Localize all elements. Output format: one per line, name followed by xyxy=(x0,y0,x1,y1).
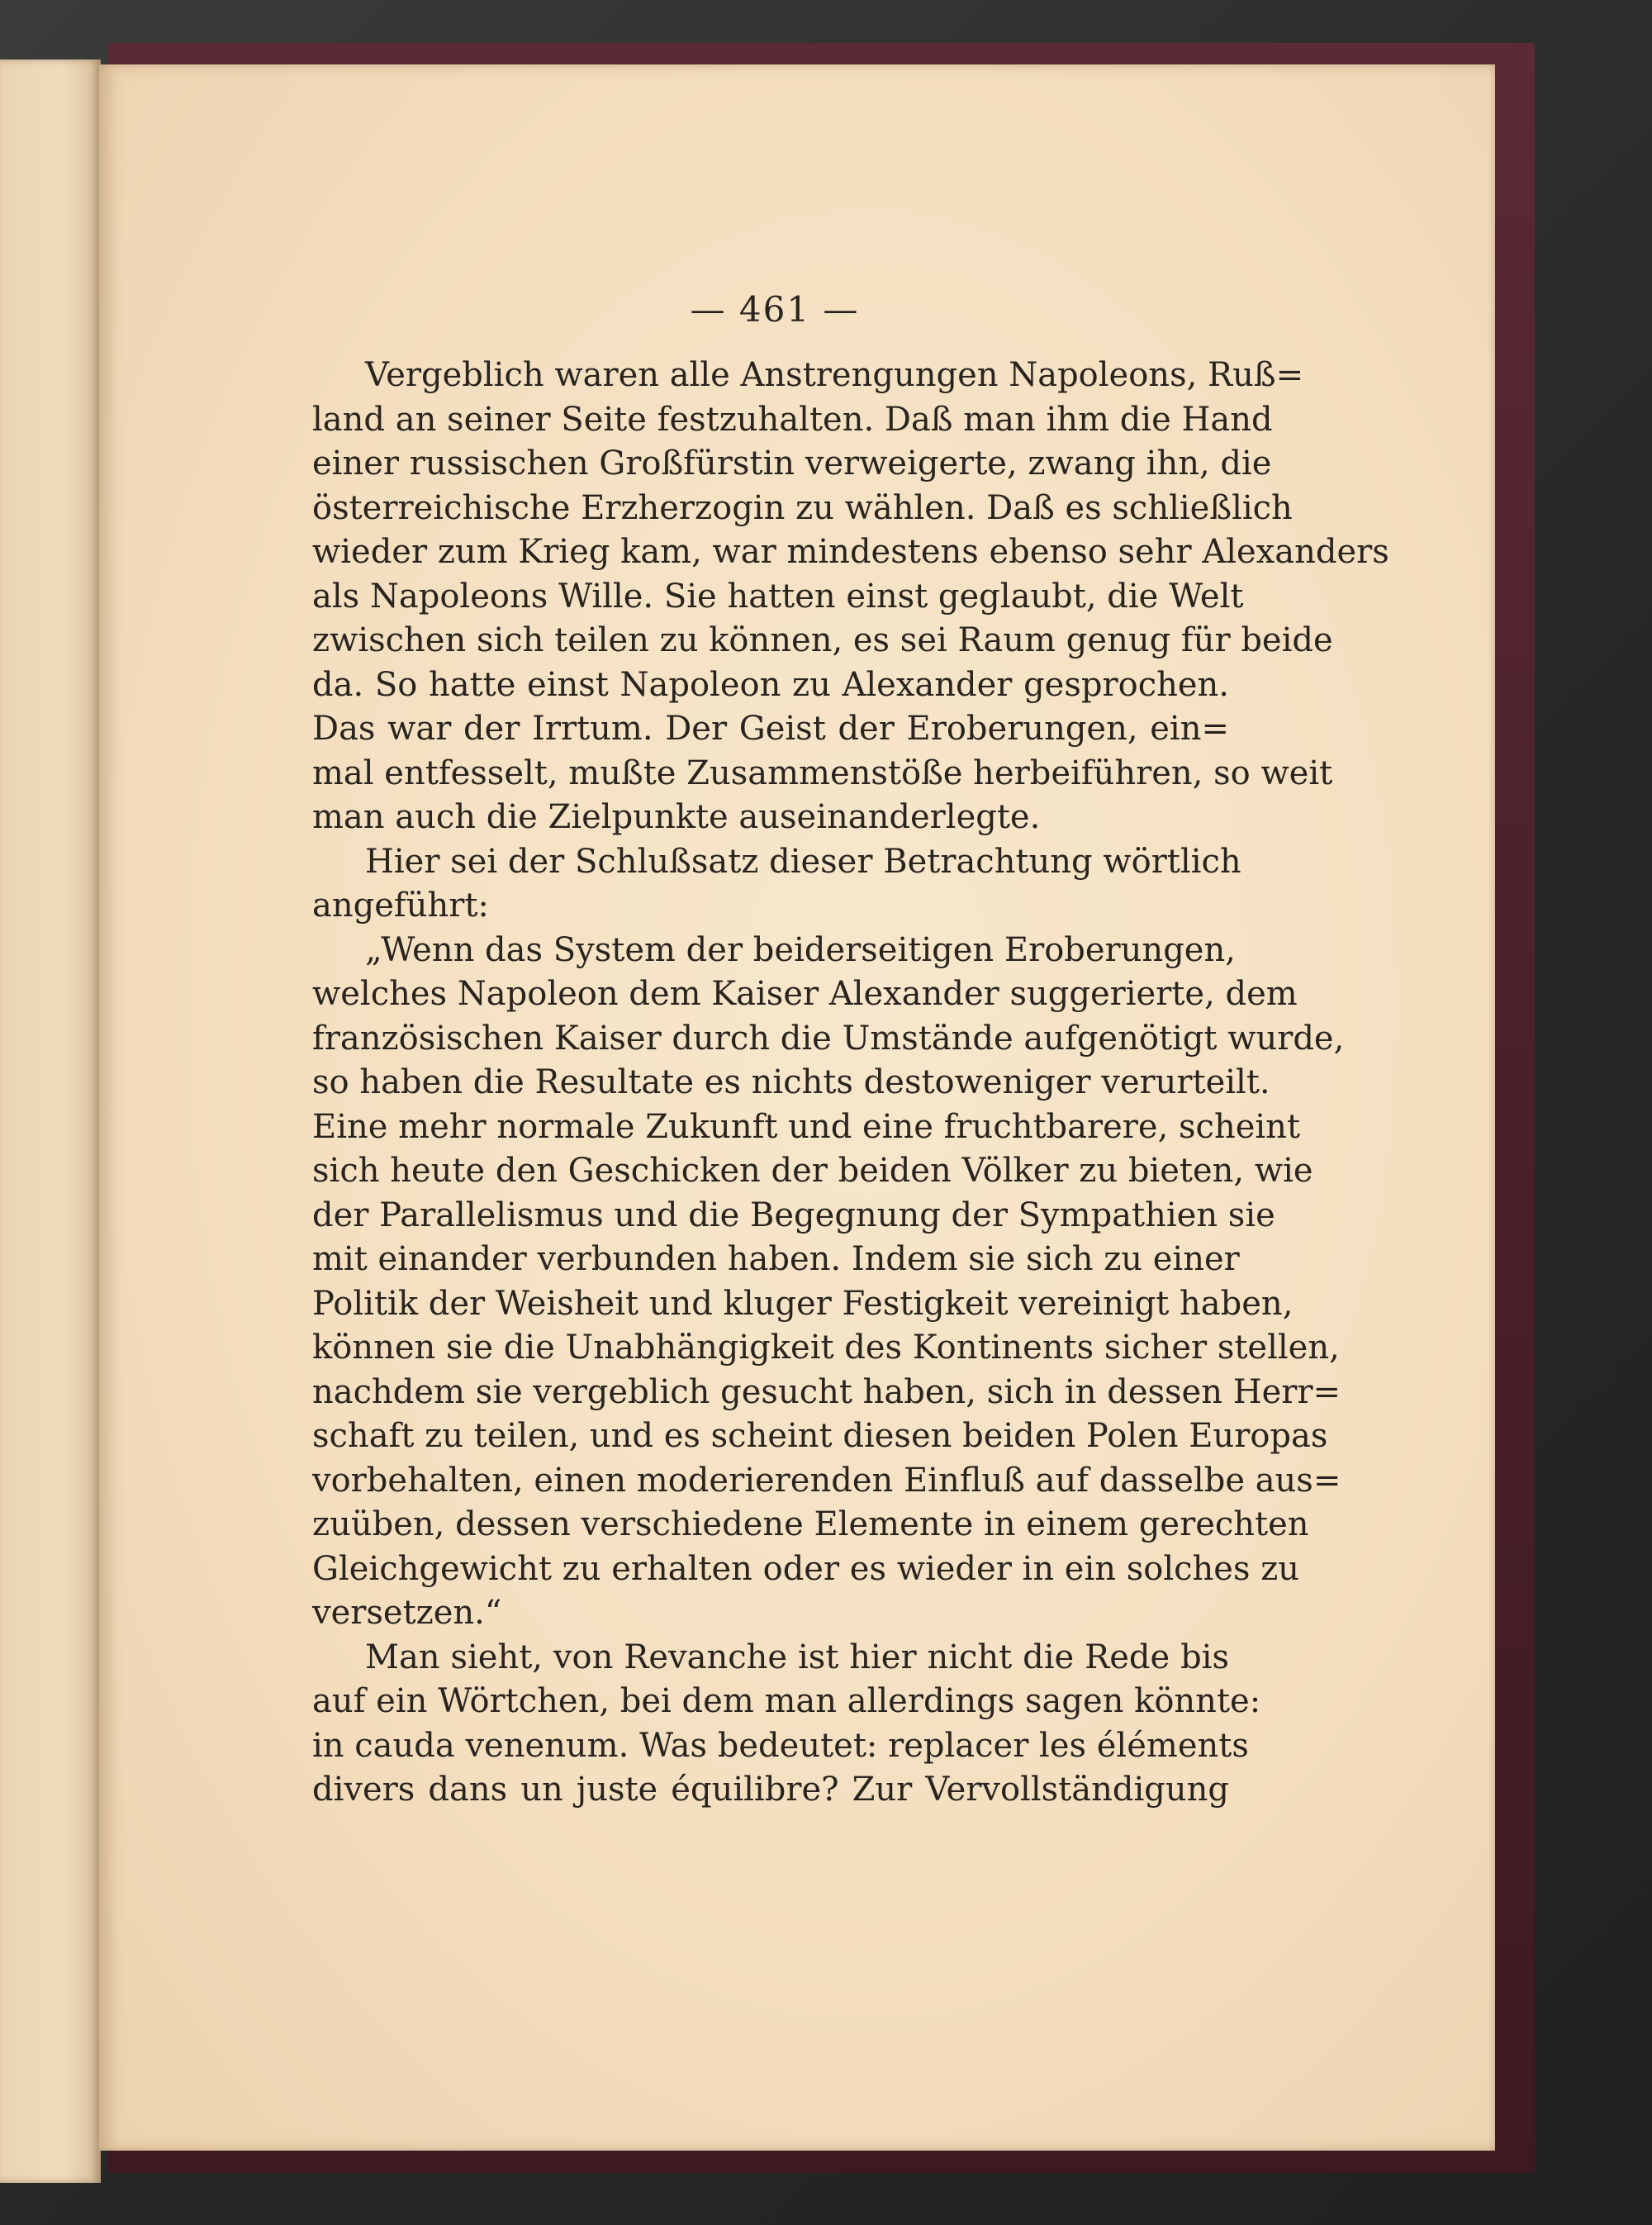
text-line: so haben die Resultate es nichts destoweniger verurteilt. xyxy=(312,1063,1270,1101)
text-line: Politik der Weisheit und kluger Festigkeit vereinigt haben, xyxy=(312,1284,1294,1323)
text-line: land an seiner Seite festzuhalten. Daß man ihm die Hand xyxy=(312,400,1273,439)
text-line: Gleichgewicht zu erhalten oder es wieder in ein solches zu xyxy=(312,1549,1300,1588)
body-text xyxy=(312,354,1389,1813)
text-line: da. So hatte einst Napoleon zu Alexander gesprochen. xyxy=(312,665,1229,704)
text-line: zwischen sich teilen zu können, es sei Raum genug für beide xyxy=(312,621,1333,659)
left-page-edge xyxy=(0,59,101,2183)
text-line: mal entfesselt, mußte Zusammenstöße herbeiführen, so weit xyxy=(312,754,1333,792)
text-line: Das war der Irrtum. Der Geist der Eroberungen, ein= xyxy=(312,710,1229,748)
text-line: sich heute den Geschicken der beiden Völker zu bieten, wie xyxy=(312,1152,1313,1190)
text-line: versetzen.“ xyxy=(312,1594,502,1632)
text-line: vorbehalten, einen moderierenden Einfluß auf dasselbe aus= xyxy=(312,1461,1341,1500)
text-line: französischen Kaiser durch die Umstände aufgenötigt wurde, xyxy=(312,1019,1345,1058)
text-line: divers dans un juste équilibre? Zur Vervollständigung xyxy=(312,1771,1229,1809)
text-line: Eine mehr normale Zukunft und eine fruchtbarere, scheint xyxy=(312,1107,1301,1146)
text-line: wieder zum Krieg kam, war mindestens ebenso sehr Alexanders xyxy=(312,533,1389,571)
text-line: Vergeblich waren alle Anstrengungen Napoleons, Ruß= xyxy=(365,356,1304,394)
text-line: österreichische Erzherzogin zu wählen. Daß es schließlich xyxy=(312,488,1293,527)
text-line: schaft zu teilen, und es scheint diesen beiden Polen Europas xyxy=(312,1417,1328,1455)
text-line: „Wenn das System der beiderseitigen Eroberungen, xyxy=(365,930,1236,969)
text-line: als Napoleons Wille. Sie hatten einst geglaubt, die Welt xyxy=(312,577,1244,616)
text-line: man auch die Zielpunkte auseinanderlegte. xyxy=(312,798,1041,836)
text-line: nachdem sie vergeblich gesucht haben, sich in dessen Herr= xyxy=(312,1372,1341,1411)
page-number: — 461 — xyxy=(690,289,860,330)
text-line: können sie die Unabhängigkeit des Kontinents sicher stellen, xyxy=(312,1329,1340,1367)
text-line: in cauda venenum. Was bedeutet: replacer les éléments xyxy=(312,1726,1249,1765)
text-line: zuüben, dessen verschiedene Elemente in einem gerechten xyxy=(312,1505,1309,1543)
text-line: angeführt: xyxy=(312,887,489,925)
text-line: auf ein Wörtchen, bei dem man allerdings sagen könnte: xyxy=(312,1682,1261,1720)
text-line: mit einander verbunden haben. Indem sie sich zu einer xyxy=(312,1240,1240,1278)
text-line: welches Napoleon dem Kaiser Alexander suggerierte, dem xyxy=(312,975,1298,1013)
text-line: Man sieht, von Revanche ist hier nicht die Rede bis xyxy=(365,1638,1229,1676)
text-line: Hier sei der Schlußsatz dieser Betrachtung wörtlich xyxy=(365,842,1241,881)
text-line: der Parallelismus und die Begegnung der Sympathien sie xyxy=(312,1196,1275,1234)
text-line: einer russischen Großfürstin verweigerte, zwang ihn, die xyxy=(312,445,1272,483)
